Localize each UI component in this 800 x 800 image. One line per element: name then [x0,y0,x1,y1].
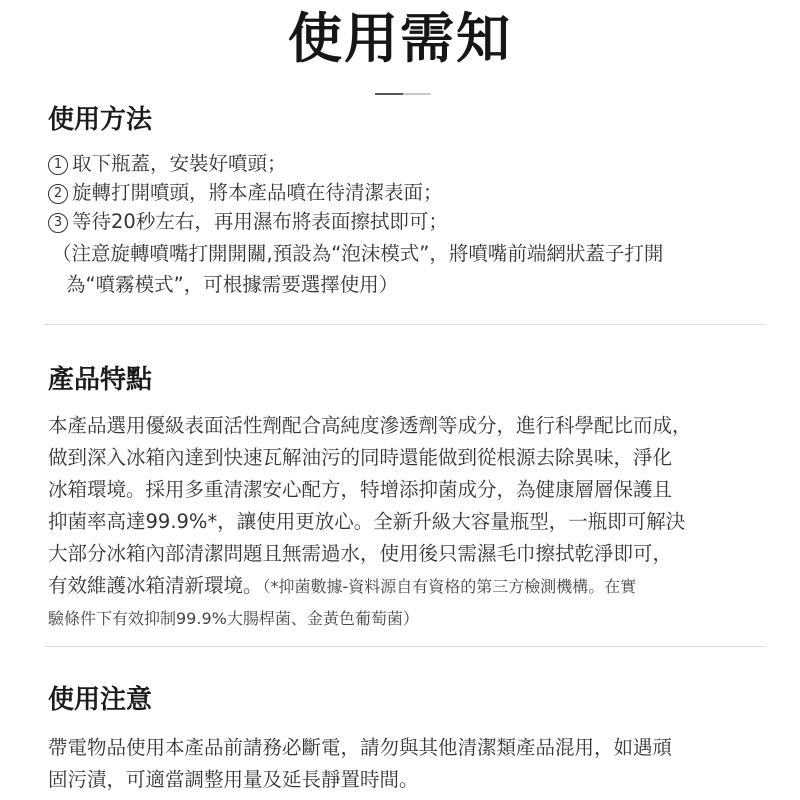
usage-note-line-1: （注意旋轉噴嘴打開開關,預設為“泡沫模式”，將噴嘴前端網狀蓋子打開 [52,242,664,265]
cautions-line-1: 帶電物品使用本產品前請務必斷電，請勿與其他清潔類產品混用，如遇頑 [48,736,673,759]
step-number-2: 2 [48,184,68,204]
usage-step-1 [48,150,287,178]
usage-heading: 使用方法 [48,105,153,135]
features-line-2: 做到深入冰箱內達到快速瓦解油污的同時還能做到從根源去除異味，淨化 [48,446,673,469]
step-number-3: 3 [48,213,68,233]
features-footnote-end: 驗條件下有效抑制99.9%大腸桿菌、金黃色葡萄菌） [48,609,419,628]
features-line-4: 抑菌率高達99.9%*，讓使用更放心。全新升級大容量瓶型，一瓶即可解決 [48,510,686,533]
step-number-1: 1 [48,155,68,175]
title-underline-dark [375,93,403,95]
features-footnote-start: （*抑菌數據-資料源自有資格的第三方檢測機構。在實 [262,577,637,596]
usage-step-2-text: 旋轉打開噴頭，將本產品噴在待清潔表面； [72,181,443,204]
cautions-heading: 使用注意 [48,685,153,715]
features-line-3: 冰箱環境。採用多重清潔安心配方，特增添抑菌成分，為健康層層保護且 [48,478,673,501]
page-title: 使用需知 [288,7,512,70]
usage-step-2 [48,179,443,207]
cautions-body [48,732,774,796]
features-line-5: 大部分冰箱內部清潔問題且無需過水，使用後只需濕毛巾擦拭乾淨即可， [48,542,673,565]
usage-step-3-text: 等待20秒左右，再用濕布將表面擦拭即可； [72,210,448,233]
usage-step-3 [48,208,448,236]
features-line-1: 本產品選用優級表面活性劑配合高純度滲透劑等成分，進行科學配比而成， [48,414,692,437]
section-divider-2 [44,646,766,647]
usage-note-line-2: 為“噴霧模式”，可根據需要選擇使用） [66,273,399,296]
usage-step-1-text: 取下瓶蓋，安裝好噴頭； [72,152,287,175]
section-divider-1 [44,324,766,325]
title-underline [375,93,431,95]
title-underline-light [403,93,431,95]
features-body [48,410,774,635]
features-line-6 [48,570,774,603]
features-heading: 產品特點 [48,365,153,395]
features-line-6-main: 有效維護冰箱清新環境。 [48,574,263,597]
cautions-line-2: 固污漬，可適當調整用量及延長靜置時間。 [48,768,419,791]
